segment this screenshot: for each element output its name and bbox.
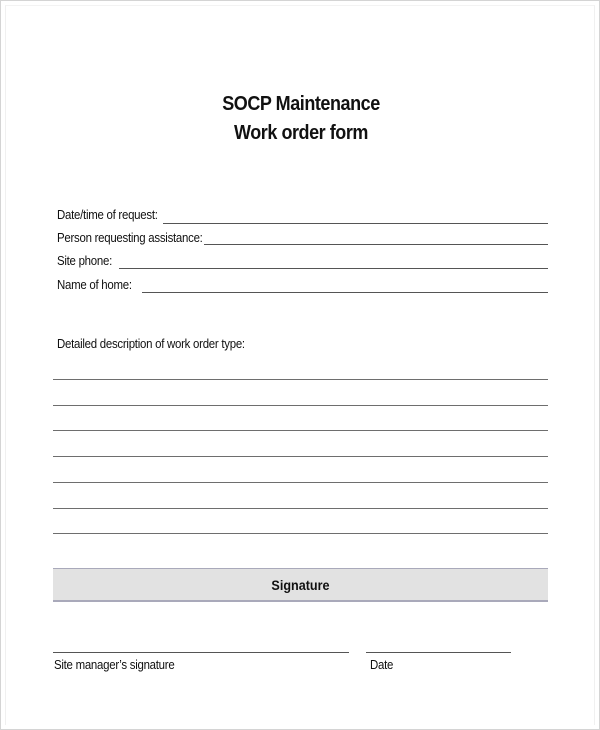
description-line-1[interactable]	[53, 379, 548, 380]
date-time-field[interactable]	[163, 223, 548, 224]
description-label: Detailed description of work order type:	[57, 336, 245, 351]
person-requesting-field[interactable]	[204, 244, 548, 245]
person-requesting-label: Person requesting assistance:	[57, 230, 203, 245]
description-line-4[interactable]	[53, 456, 548, 457]
site-phone-label: Site phone:	[57, 253, 112, 268]
description-line-5[interactable]	[53, 482, 548, 483]
description-line-7[interactable]	[53, 533, 548, 534]
signature-date-field[interactable]	[366, 652, 511, 653]
date-time-label: Date/time of request:	[57, 207, 158, 222]
description-line-3[interactable]	[53, 430, 548, 431]
name-of-home-field[interactable]	[142, 292, 548, 293]
description-line-6[interactable]	[53, 508, 548, 509]
description-line-2[interactable]	[53, 405, 548, 406]
signature-heading: Signature	[271, 577, 330, 593]
signature-section-header	[53, 568, 548, 602]
form-title-line2: Work order form	[234, 122, 368, 144]
site-phone-field[interactable]	[119, 268, 548, 269]
manager-signature-field[interactable]	[53, 652, 349, 653]
name-of-home-label: Name of home:	[57, 277, 132, 292]
form-title-line1: SOCP Maintenance	[222, 93, 380, 115]
date-label: Date	[370, 657, 394, 672]
manager-signature-label: Site manager’s signature	[54, 657, 175, 672]
